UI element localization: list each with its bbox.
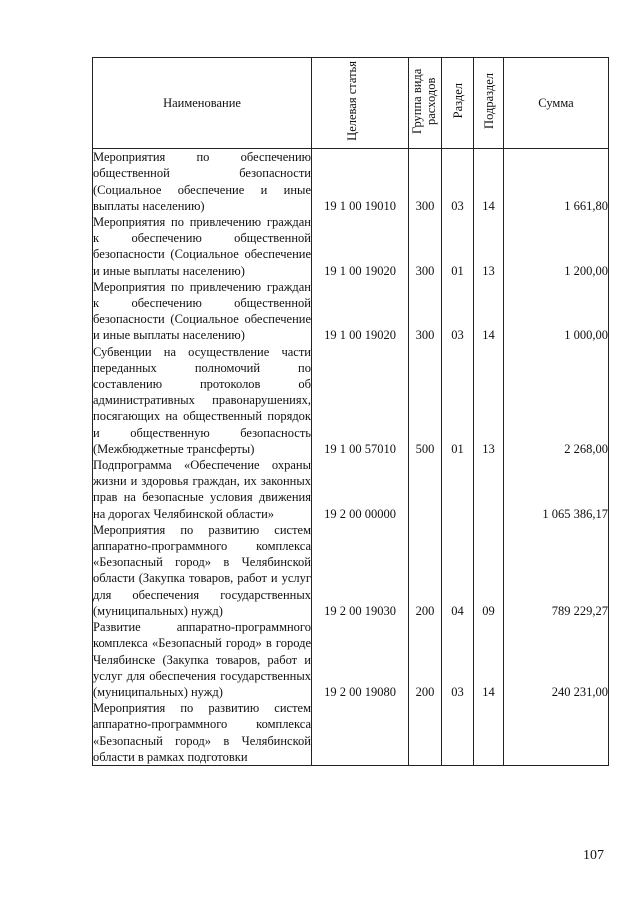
row-code xyxy=(312,700,409,765)
row-subsection: 14 xyxy=(474,619,504,700)
table-row xyxy=(93,522,609,619)
row-code: 19 1 00 19010 xyxy=(312,149,409,214)
row-name: Субвенции на осуществление части переданных полномочий по составлению протоколов об административных правонарушениях, посягающих на общественный порядок и общественную безопасность (Межбюджетные трансферты) xyxy=(93,344,311,456)
row-subsection: 13 xyxy=(474,214,504,279)
table-row xyxy=(93,619,609,700)
row-section xyxy=(442,457,474,522)
header-target: Целевая статья xyxy=(312,58,409,149)
header-sum: Сумма xyxy=(504,58,609,149)
row-sum: 2 268,00 xyxy=(504,344,609,457)
row-section: 01 xyxy=(442,344,474,457)
row-section: 04 xyxy=(442,522,474,619)
row-group: 200 xyxy=(409,619,442,700)
row-code: 19 1 00 19020 xyxy=(312,279,409,344)
row-subsection xyxy=(474,700,504,765)
row-sum: 240 231,00 xyxy=(504,619,609,700)
row-group: 300 xyxy=(409,279,442,344)
row-name: Мероприятия по развитию систем аппаратно-программного комплекса «Безопасный город» в Челябинской области (Закупка товаров, работ и услуг для обеспечения государственных (муниципальных) нужд) xyxy=(93,522,311,618)
table-row xyxy=(93,344,609,457)
row-subsection: 13 xyxy=(474,344,504,457)
table-row xyxy=(93,214,609,279)
row-code: 19 1 00 57010 xyxy=(312,344,409,457)
row-sum: 1 065 386,17 xyxy=(504,457,609,522)
budget-table xyxy=(92,57,609,766)
row-section xyxy=(442,700,474,765)
row-code: 19 2 00 19080 xyxy=(312,619,409,700)
table-row xyxy=(93,279,609,344)
row-section: 01 xyxy=(442,214,474,279)
table-header-row xyxy=(93,58,609,149)
row-section: 03 xyxy=(442,279,474,344)
page-number: 107 xyxy=(583,848,604,863)
row-group xyxy=(409,457,442,522)
row-section: 03 xyxy=(442,619,474,700)
row-name: Мероприятия по привлечению граждан к обеспечению общественной безопасности (Социальное обеспечение и иные выплаты населению) xyxy=(93,279,311,343)
table-row xyxy=(93,700,609,765)
row-group: 300 xyxy=(409,214,442,279)
table-row xyxy=(93,457,609,522)
row-subsection: 14 xyxy=(474,149,504,214)
header-section: Раздел xyxy=(442,58,474,149)
row-group: 500 xyxy=(409,344,442,457)
row-sum: 789 229,27 xyxy=(504,522,609,619)
row-code: 19 2 00 19030 xyxy=(312,522,409,619)
row-code: 19 1 00 19020 xyxy=(312,214,409,279)
row-sum: 1 661,80 xyxy=(504,149,609,214)
row-group xyxy=(409,700,442,765)
row-subsection xyxy=(474,457,504,522)
header-name: Наименование xyxy=(93,58,312,149)
header-group: Группа вида расходов xyxy=(409,58,442,149)
row-sum: 1 200,00 xyxy=(504,214,609,279)
row-code: 19 2 00 00000 xyxy=(312,457,409,522)
row-sum xyxy=(504,700,609,765)
row-section: 03 xyxy=(442,149,474,214)
row-name: Мероприятия по развитию систем аппаратно-программного комплекса «Безопасный город» в Челябинской области в рамках подготовки xyxy=(93,701,311,764)
row-name: Подпрограмма «Обеспечение охраны жизни и здоровья граждан, их законных прав на безопасные условия движения на дорогах Челябинской области» xyxy=(93,458,311,521)
row-subsection: 09 xyxy=(474,522,504,619)
row-name: Развитие аппаратно-программного комплекса «Безопасный город» в городе Челябинске (Закупка товаров, работ и услуг для обеспечения государственных (муниципальных) нужд) xyxy=(93,620,311,699)
row-sum: 1 000,00 xyxy=(504,279,609,344)
row-name: Мероприятия по привлечению граждан к обеспечению общественной безопасности (Социальное обеспечение и иные выплаты населению) xyxy=(93,215,311,278)
header-subsection: Подраздел xyxy=(474,58,504,149)
row-subsection: 14 xyxy=(474,279,504,344)
table-row xyxy=(93,149,609,214)
row-name: Мероприятия по обеспечению общественной безопасности (Социальное обеспечение и иные выплаты населению) xyxy=(93,150,311,213)
row-group: 300 xyxy=(409,149,442,214)
row-group: 200 xyxy=(409,522,442,619)
